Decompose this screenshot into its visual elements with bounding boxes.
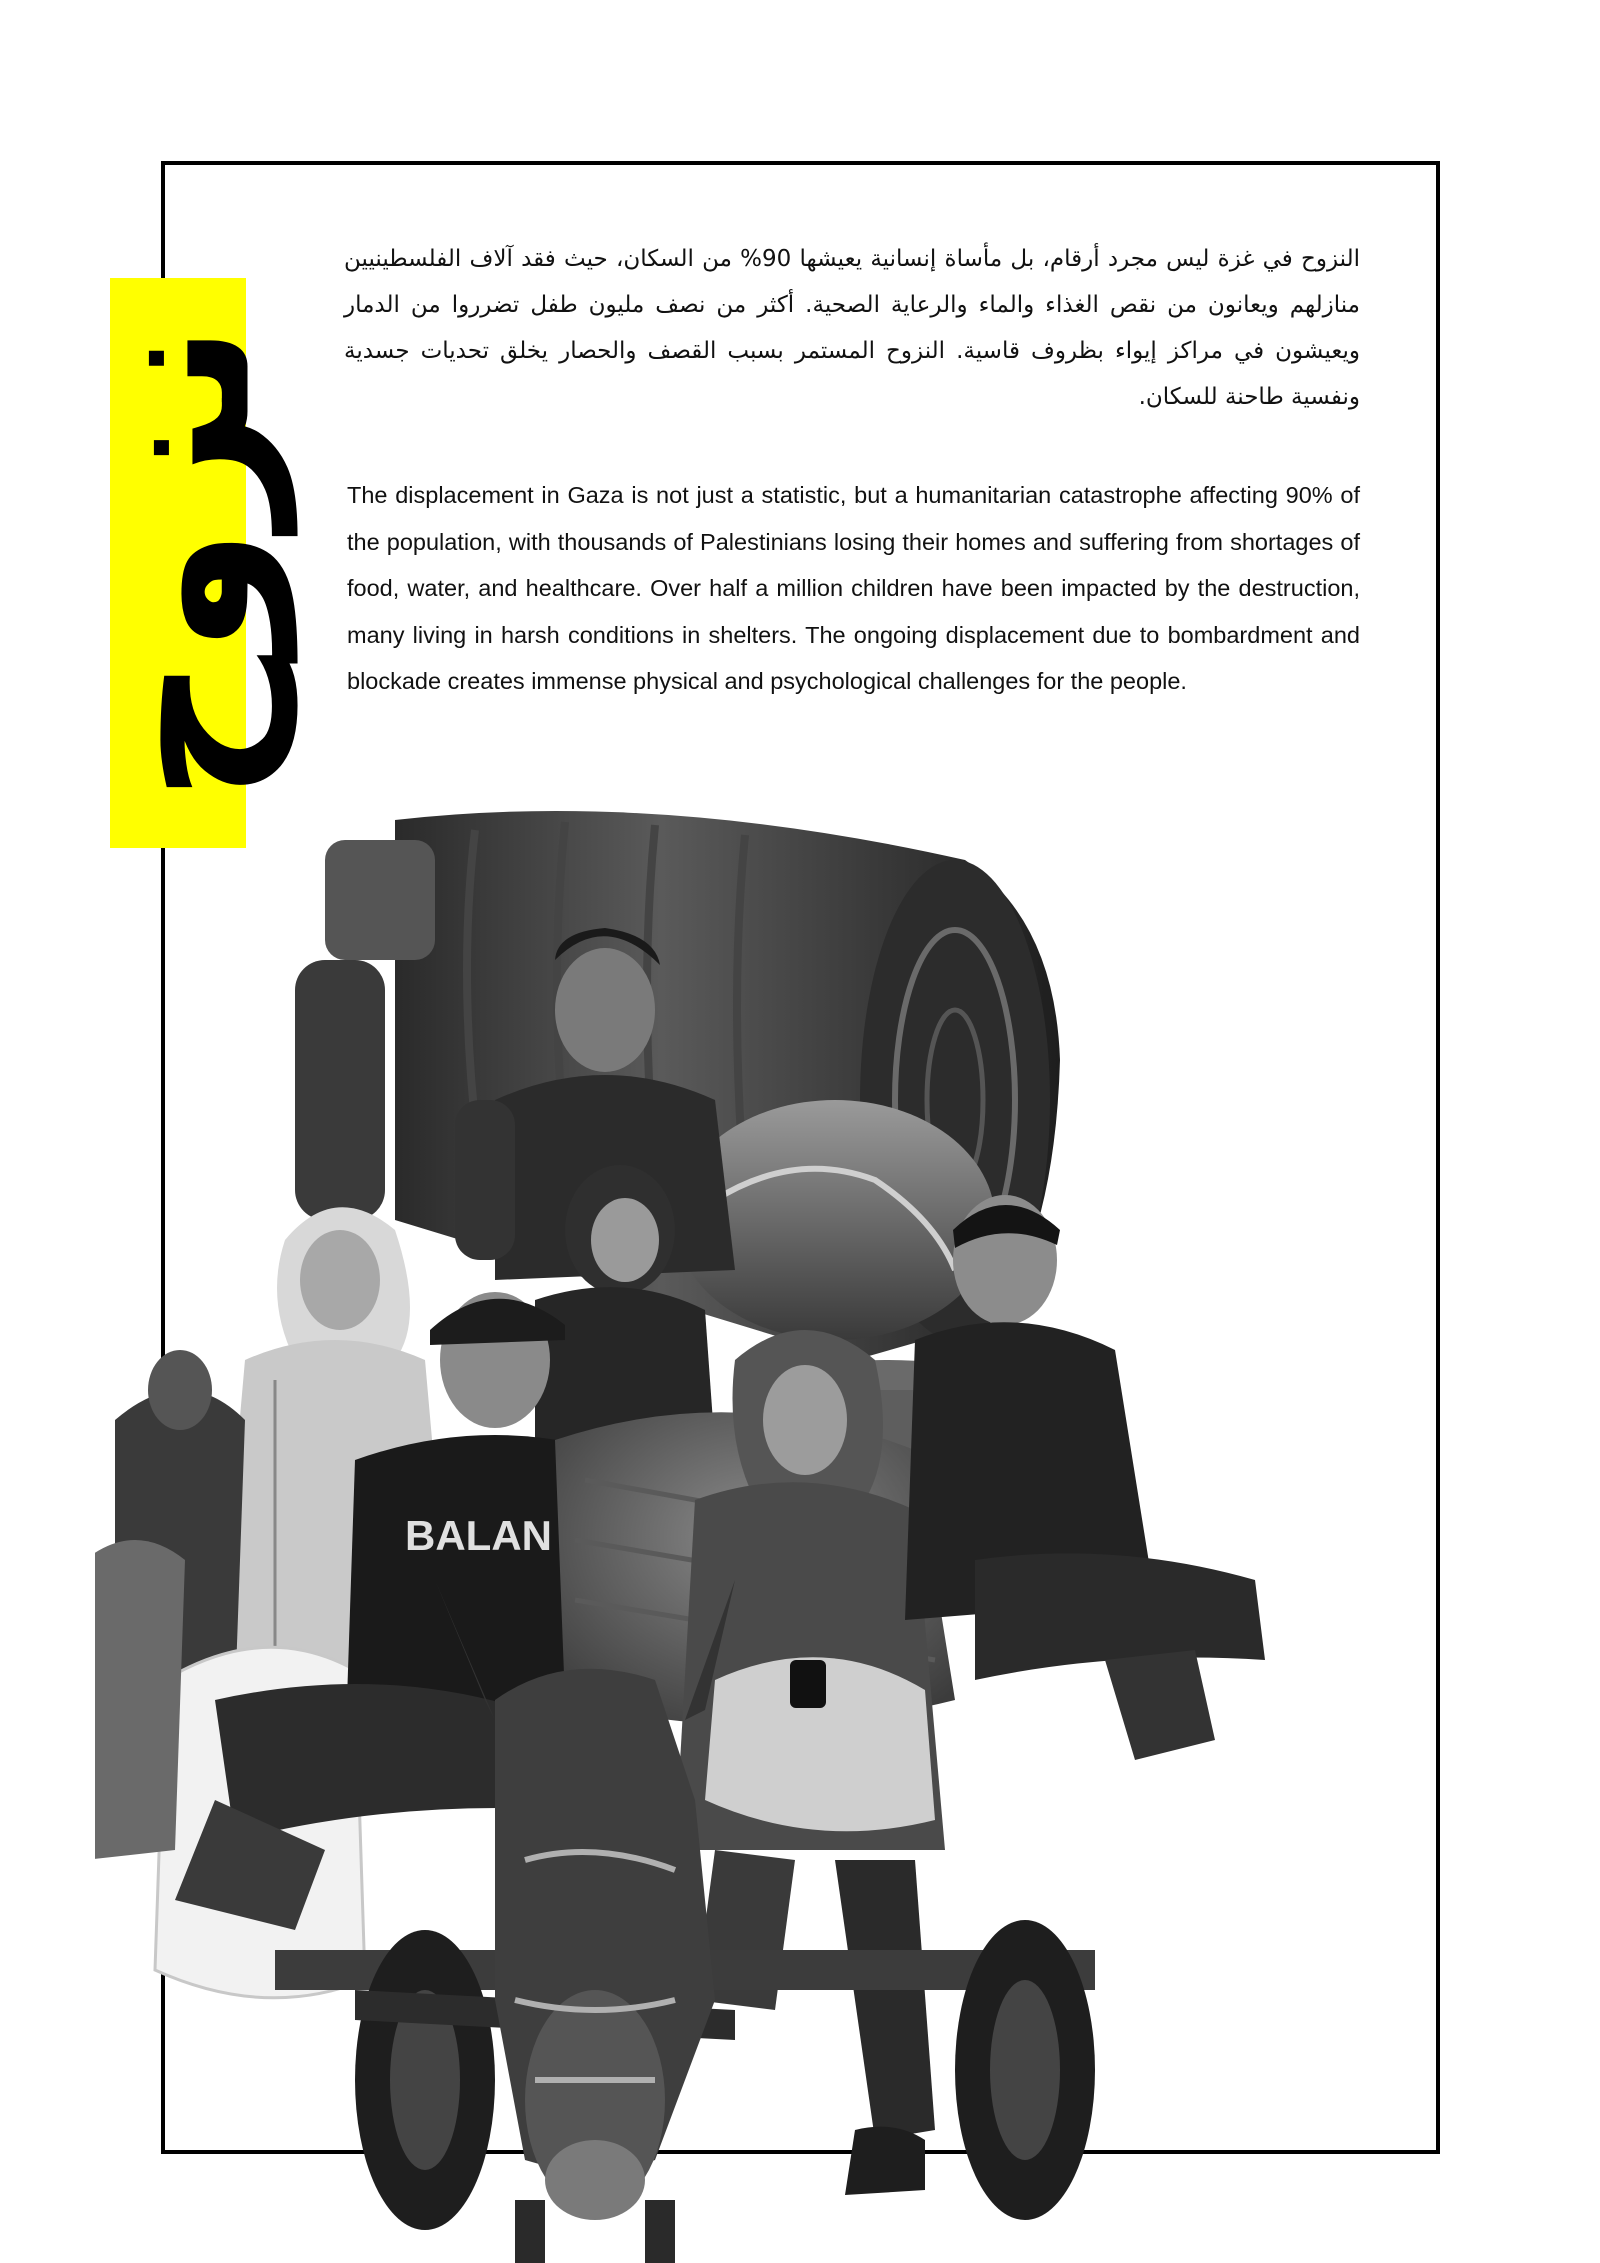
man-right [905, 1195, 1265, 1760]
displaced-family-photo [95, 800, 1355, 2263]
english-paragraph: The displacement in Gaza is not just a statistic, but a humanitarian catastrophe affecting 90% of the population, with thousands of Palestinians losing their homes and suffering from shortages of food, water, and healthcare. Over half a million children have been impacted by the destruction, many living in harsh conditions in shelters. The ongoing displacement due to bombardment and blockade creates immense physical and psychological challenges for the people. [347, 482, 1360, 694]
arabic-paragraph: النزوح في غزة ليس مجرد أرقام، بل مأساة إنسانية يعيشها 90% من السكان، حيث فقد آلاف الفلسطينيين منازلهم ويعانون من نقص الغذاء والماء والرعاية الصحية. أكثر من نصف مليون طفل تضرروا من الدمار ويعيشون في مراكز إيواء بظروف قاسية. النزوح المستمر بسبب القصف والحصار يخلق تحديات جسدية ونفسية طاحنة للسكان. [344, 246, 1361, 410]
vertical-title: نزوح [58, 323, 297, 803]
shirt-text: BALAN [405, 1512, 552, 1559]
